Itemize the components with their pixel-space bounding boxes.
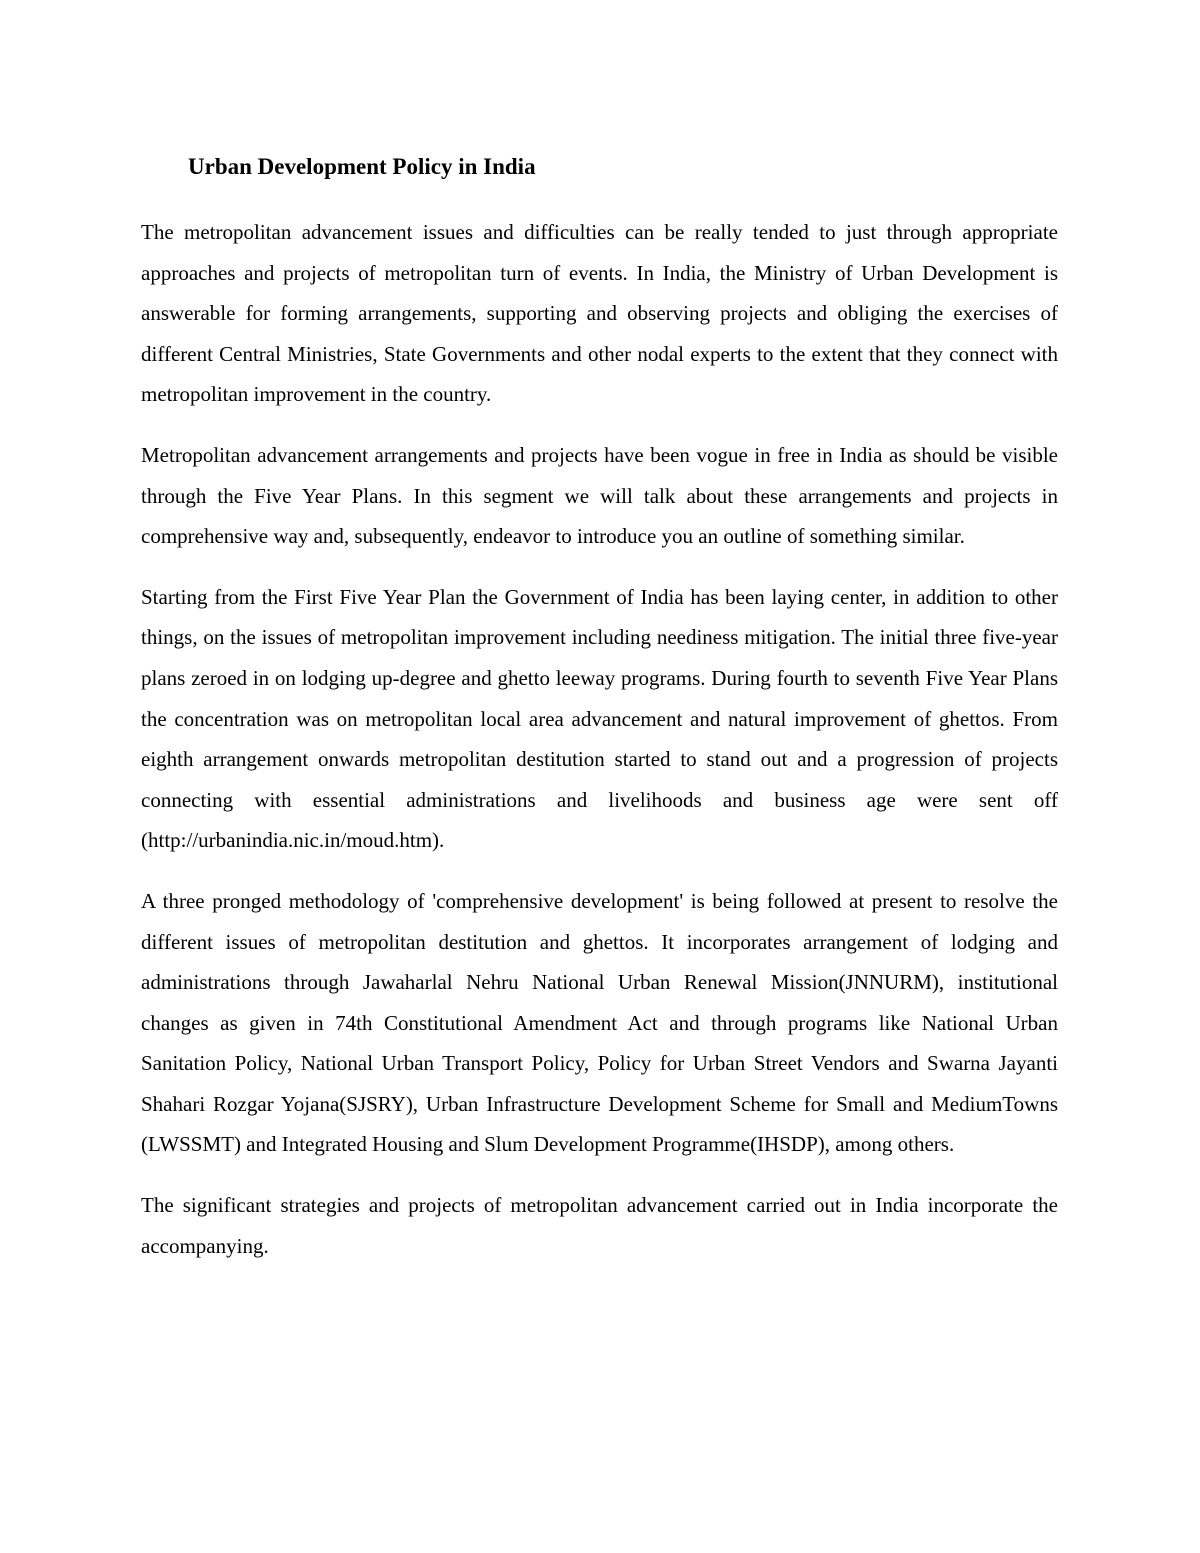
paragraph-ministry: The metropolitan advancement issues and difficulties can be really tended to just through appropriate approaches and projects of metropolitan turn of events. In India, the Ministry of Urban Development is answerable for forming arrangements, supporting and observing projects and obliging the exercises of different Central Ministries, State Governments and other nodal experts to the extent that they connect with metropolitan improvement in the country. — [141, 220, 1058, 407]
paragraph-plan-history: Starting from the First Five Year Plan the Government of India has been laying center, in addition to other things, on the issues of metropolitan improvement including neediness mitigation. The initial three five-year plans zeroed in on lodging up-degree and ghetto leeway programs. During fourth to seventh Five Year Plans the concentration was on metropolitan local area advancement and natural improvement of ghettos. From eighth arrangement onwards metropolitan destitution started to stand out and a progression of projects connecting with essential administrations and livelihoods and business age were sent off (http://urbanindia.nic.in/moud.htm). — [141, 584, 1058, 853]
paragraph-methodology: A three pronged methodology of 'comprehensive development' is being followed at present to resolve the different issues of metropolitan destitution and ghettos. It incorporates arrangement of lodging and administrations through Jawaharlal Nehru National Urban Renewal Mission(JNNURM), institutional changes as given in 74th Constitutional Amendment Act and through programs like National Urban Sanitation Policy, National Urban Transport Policy, Policy for Urban Street Vendors and Swarna Jayanti Shahari Rozgar Yojana(SJSRY), Urban Infrastructure Development Scheme for Small and MediumTowns (LWSSMT) and Integrated Housing and Slum Development Programme(IHSDP), among others. — [141, 888, 1058, 1157]
paragraph-five-year-plans: Metropolitan advancement arrangements and projects have been vogue in free in India as should be visible through the Five Year Plans. In this segment we will talk about these arrangements and projects in comprehensive way and, subsequently, endeavor to introduce you an outline of something similar. — [141, 442, 1058, 549]
document-body — [141, 212, 1058, 1266]
document-title: Urban Development Policy in India — [188, 154, 536, 179]
paragraph-conclusion: The significant strategies and projects of metropolitan advancement carried out in India incorporate the accompanying. — [141, 1193, 1058, 1258]
